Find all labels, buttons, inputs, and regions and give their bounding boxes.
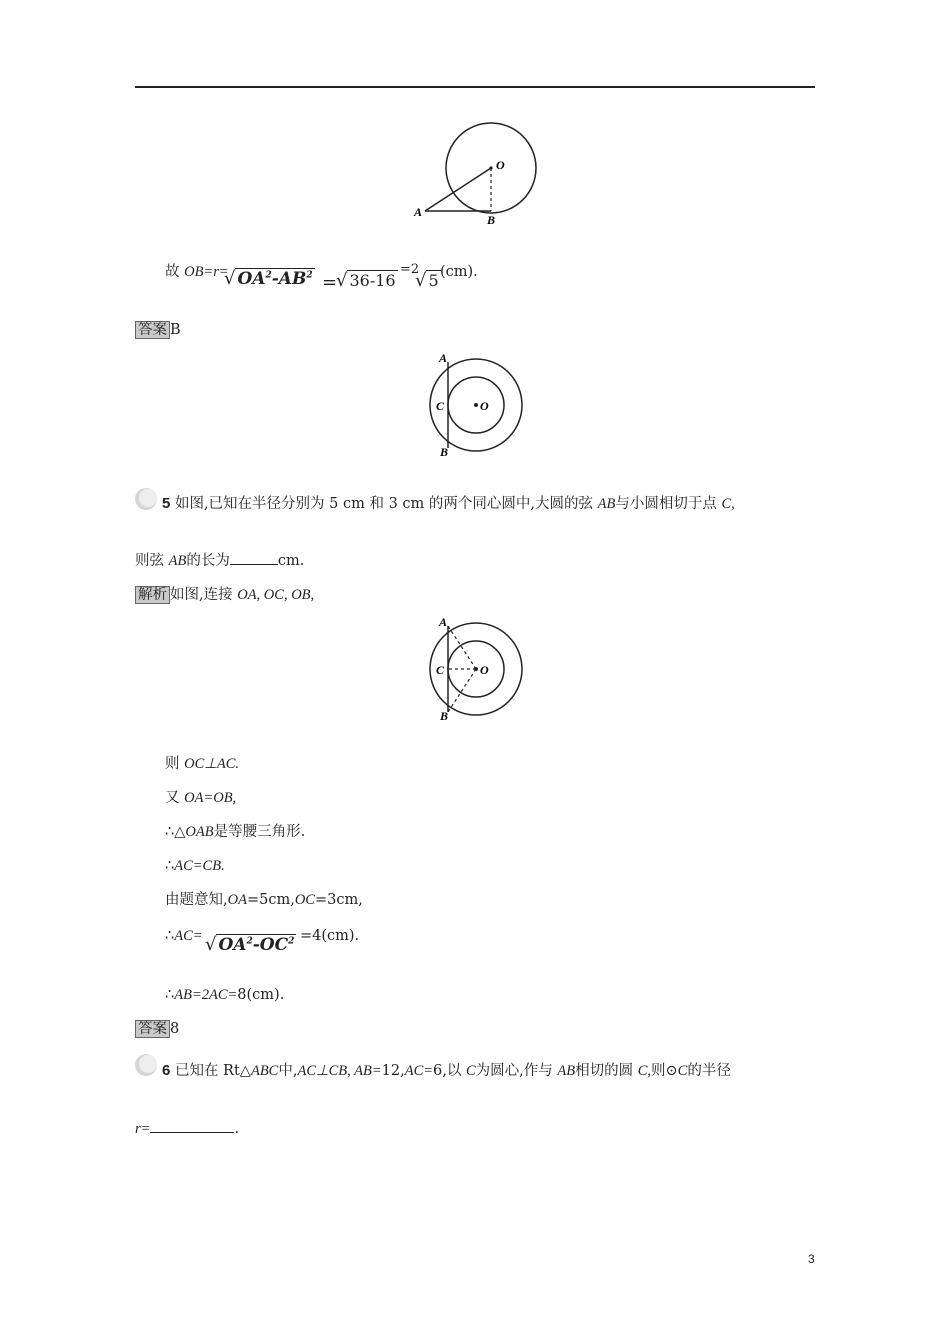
text: 又 bbox=[165, 790, 185, 806]
label-A: A bbox=[439, 615, 448, 629]
step-2 bbox=[165, 788, 236, 808]
text: 为圆心,作与 bbox=[475, 1063, 558, 1079]
radicand-oa: OA bbox=[237, 269, 266, 289]
text: cm. bbox=[277, 553, 305, 569]
radical-5: √ 5 bbox=[415, 270, 439, 291]
answer-blank[interactable] bbox=[150, 1118, 234, 1133]
label-B: B bbox=[487, 213, 496, 227]
text-ab: AB bbox=[597, 496, 616, 512]
text: 的长为 bbox=[186, 553, 230, 569]
question-5-line1 bbox=[162, 494, 735, 514]
radical-oa-oc: √ $OA^2-OC^2$ bbox=[205, 934, 295, 955]
question-number: 5 bbox=[162, 495, 171, 512]
expr: OA bbox=[227, 892, 247, 908]
text: 12, bbox=[381, 1063, 405, 1079]
label-O: O bbox=[480, 663, 489, 677]
text: ∴ bbox=[165, 987, 175, 1003]
text: . bbox=[234, 1121, 240, 1137]
text-ab: AB bbox=[168, 553, 187, 569]
question-6-icon bbox=[134, 1053, 158, 1077]
radicand-oc: -OC bbox=[252, 935, 289, 955]
segment-OA-dashed bbox=[448, 626, 476, 669]
sup: 2 bbox=[265, 270, 272, 281]
segment-OB-dashed bbox=[448, 669, 476, 712]
question-number: 6 bbox=[162, 1062, 171, 1079]
step-6 bbox=[165, 926, 203, 946]
text: 则弦 bbox=[135, 553, 169, 569]
step-1 bbox=[165, 754, 239, 774]
answer-value: 8 bbox=[170, 1021, 180, 1037]
expr: OC⊥AC. bbox=[184, 756, 240, 772]
text: 由题意知, bbox=[165, 892, 228, 908]
figure-tangent-circle bbox=[405, 118, 545, 230]
center-dot bbox=[474, 403, 478, 407]
expr: AB bbox=[557, 1063, 576, 1079]
sup: 2 bbox=[306, 270, 313, 281]
step-7 bbox=[165, 985, 284, 1005]
expr: OA=OB, bbox=[184, 790, 237, 806]
figure-concentric-circles bbox=[420, 348, 532, 460]
radical-oa-ab: √ $OA^2-AB^2$ bbox=[224, 268, 313, 289]
circle-badge-icon bbox=[134, 487, 158, 511]
label-B: B bbox=[440, 709, 449, 723]
expr: AC= bbox=[174, 928, 203, 944]
label-C: C bbox=[436, 663, 445, 677]
answer-tag: 答案 bbox=[135, 1020, 170, 1038]
expr: AC= bbox=[404, 1063, 434, 1079]
text: 如图,已知在半径分别为 5 cm 和 3 cm 的两个同心圆中,大圆的弦 bbox=[174, 496, 598, 512]
text: 中, bbox=[278, 1063, 298, 1079]
sup: 2 bbox=[288, 936, 295, 947]
header-rule bbox=[135, 86, 815, 88]
answer-tag: 答案 bbox=[135, 321, 170, 339]
circle-badge-icon bbox=[134, 1053, 158, 1077]
analysis-tag: 解析 bbox=[135, 586, 170, 604]
expr: OC bbox=[294, 892, 315, 908]
expr: C, bbox=[637, 1063, 652, 1079]
text: 6,以 bbox=[433, 1063, 466, 1079]
label-A: A bbox=[439, 351, 448, 365]
answer-4-line bbox=[135, 320, 181, 340]
step-4 bbox=[165, 856, 225, 876]
text: ∴ bbox=[165, 858, 175, 874]
text: 则⊙ bbox=[651, 1063, 678, 1079]
text: 是等腰三角形. bbox=[213, 824, 306, 840]
label-O: O bbox=[480, 399, 489, 413]
text: 与小圆相切于点 bbox=[615, 496, 722, 512]
step-5 bbox=[165, 890, 363, 910]
radicand-ab: -AB bbox=[271, 269, 307, 289]
text: 8(cm). bbox=[237, 987, 285, 1003]
expr: AB=2AC= bbox=[174, 987, 238, 1003]
answer-blank[interactable] bbox=[230, 550, 278, 565]
text: 如图,连接 bbox=[170, 587, 238, 603]
radicand-oa: OA bbox=[218, 935, 247, 955]
question-5-line2 bbox=[135, 550, 304, 571]
segment-AO bbox=[425, 168, 491, 211]
label-O: O bbox=[496, 158, 505, 172]
text: 故 bbox=[165, 264, 185, 280]
step-6-result: =4(cm). bbox=[300, 928, 360, 944]
text: 已知在 Rt△ bbox=[174, 1063, 251, 1079]
expr: C bbox=[466, 1063, 476, 1079]
lhs: OB=r= bbox=[184, 264, 229, 280]
expr: OAB bbox=[185, 824, 214, 840]
label-B: B bbox=[440, 445, 449, 459]
text-c: C, bbox=[721, 496, 735, 512]
step-3 bbox=[165, 822, 305, 842]
label-A: A bbox=[414, 205, 423, 219]
text: 的半径 bbox=[687, 1063, 731, 1079]
text: ∴△ bbox=[165, 824, 186, 840]
text: 则 bbox=[165, 756, 185, 772]
text: 相切的圆 bbox=[575, 1063, 638, 1079]
answer-value: B bbox=[170, 322, 181, 338]
segments: OA, OC, OB, bbox=[237, 587, 315, 603]
eq-sign: = bbox=[322, 272, 338, 293]
analysis-5-line bbox=[135, 585, 314, 605]
radicand-36-16: 36-16 bbox=[349, 271, 396, 290]
center-dot bbox=[489, 166, 492, 169]
figure-concentric-radii bbox=[420, 612, 532, 724]
question-6-line2 bbox=[135, 1118, 239, 1139]
text: =5cm, bbox=[246, 892, 295, 908]
result-2: =2 bbox=[400, 262, 420, 277]
text: =3cm, bbox=[314, 892, 363, 908]
radicand-5: 5 bbox=[428, 271, 439, 290]
expr: AC=CB. bbox=[174, 858, 225, 874]
expr: r= bbox=[135, 1121, 151, 1137]
question-6-line1 bbox=[162, 1061, 731, 1081]
ob-formula-line bbox=[165, 262, 229, 282]
center-dot bbox=[474, 667, 478, 671]
expr: C bbox=[677, 1063, 688, 1079]
expr: ABC bbox=[250, 1063, 279, 1079]
text: ∴ bbox=[165, 928, 175, 944]
unit-cm: (cm). bbox=[440, 264, 478, 280]
answer-5-line bbox=[135, 1019, 179, 1039]
radical-36-16: √ 36-16 bbox=[336, 270, 396, 291]
page-number: 3 bbox=[808, 1252, 815, 1266]
expr: AC⊥CB, AB= bbox=[297, 1063, 382, 1079]
sup: 2 bbox=[246, 936, 253, 947]
question-5-icon bbox=[134, 487, 158, 511]
label-C: C bbox=[436, 399, 445, 413]
